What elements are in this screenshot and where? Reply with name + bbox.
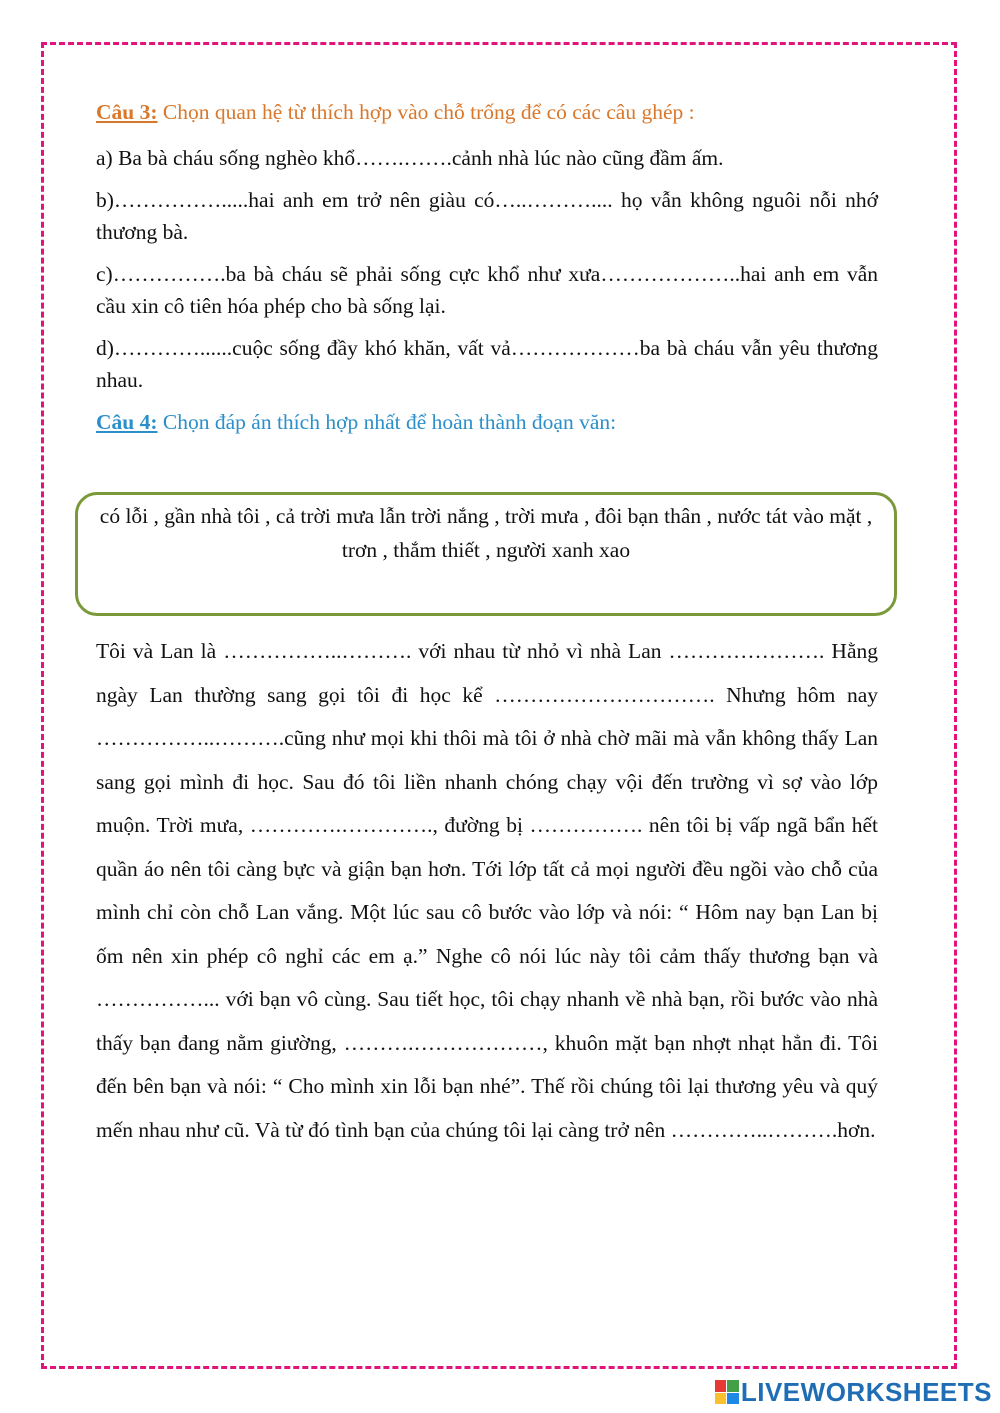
question-4-label: Câu 4:	[96, 410, 158, 434]
question-3-item-a: a) Ba bà cháu sống nghèo khổ…….…….cảnh nhà lúc nào cũng đầm ấm.	[96, 146, 724, 170]
fill-in-passage: Tôi và Lan là ……………..………. với nhau từ nhỏ vì nhà Lan …………………. Hằng ngày Lan thường sang gọi tôi đi học kể …………………………. Nhưng hôm nay ……………..……….cũng như mọi khi thôi mà tôi ở nhà chờ mãi mà vẫn không thấy Lan sang gọi mình đi học. Sau đó tôi liền nhanh chóng chạy vội đến trường vì sợ vào lớp muộn. Trời mưa, ………….…………., đường bị ……………. nên tôi bị vấp ngã bẩn hết quần áo nên tôi càng bực và giận bạn hơn. Tới lớp tất cả mọi người đều ngồi vào chỗ của mình chỉ còn chỗ Lan vắng. Một lúc sau cô bước vào lớp và nói: “ Hôm nay bạn Lan bị ốm nên xin phép cô nghỉ các em ạ.” Nghe cô nói lúc này tôi cảm thấy thương bạn và ……………... với bạn vô cùng. Sau tiết học, tôi chạy nhanh về nhà bạn, rồi bước vào nhà thấy bạn đang nằm giường, ……….………………, khuôn mặt bạn nhợt nhạt hẳn đi. Tôi đến bên bạn và nói: “ Cho mình xin lỗi bạn nhé”. Thế rồi chúng tôi lại thương yêu và quý mến nhau như cũ. Và từ đó tình bạn của chúng tôi lại càng trở nên …………..……….hơn.	[96, 639, 878, 1142]
word-bank-text: có lỗi , gần nhà tôi , cả trời mưa lẫn trời nắng , trời mưa , đôi bạn thân , nước tát vào mặt , trơn , thắm thiết , người xanh xao	[99, 504, 873, 562]
question-3-item-c: c)…………….ba bà cháu sẽ phải sống cực khổ như xưa………………..hai anh em vẫn cầu xin cô tiên hóa phép cho bà sống lại.	[96, 262, 878, 318]
question-4-heading	[96, 406, 878, 438]
question-3-instruction: Chọn quan hệ từ thích hợp vào chỗ trống để có các câu ghép :	[157, 100, 695, 124]
liveworksheets-logo-text: LIVEWORKSHEETS	[740, 1376, 992, 1407]
liveworksheets-logo[interactable]	[715, 1375, 992, 1409]
worksheet-content	[96, 96, 878, 452]
word-bank-box	[75, 492, 897, 616]
question-4-instruction: Chọn đáp án thích hợp nhất để hoàn thành đoạn văn:	[157, 410, 617, 434]
liveworksheets-logo-icon	[715, 1380, 739, 1404]
question-3-item-b: b)…………….....hai anh em trở nên giàu có…..……….... họ vẫn không nguôi nỗi nhớ thương bà.	[96, 188, 878, 244]
question-3-item-d: d)…………......cuộc sống đầy khó khăn, vất vả………………ba bà cháu vẫn yêu thương nhau.	[96, 336, 878, 392]
question-3-heading	[96, 96, 878, 128]
question-3-label: Câu 3:	[96, 100, 158, 124]
